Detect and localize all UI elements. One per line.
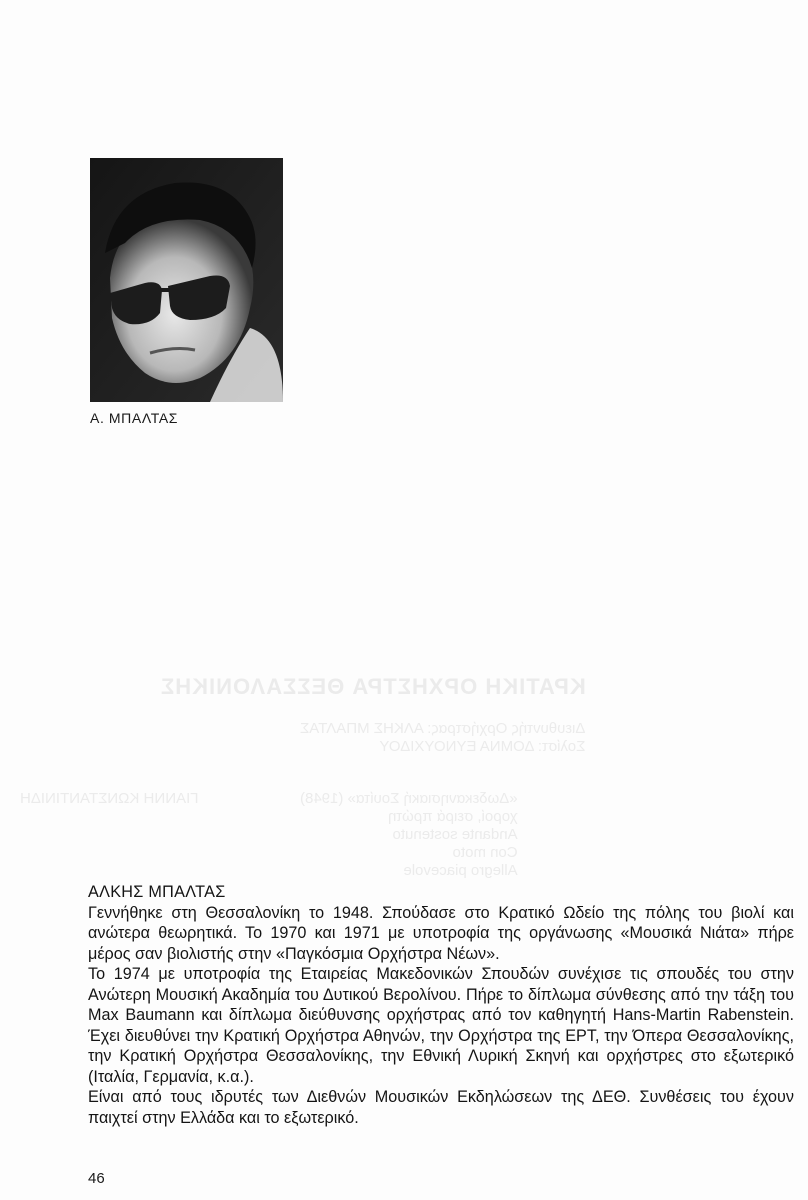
biography-paragraph: Είναι από τους ιδρυτές των Διεθνών Μουσικών Εκδηλώσεων της ΔΕΘ. Συνθέσεις του έχουν παιχτεί στην Ελλάδα και το εξωτερικό.: [88, 1088, 794, 1127]
bleed-through-credits: [300, 720, 585, 756]
bleed-through-side: ΓΙΑΝΝΗ ΚΩΝΣΤΑΝΤΙΝΙΔΗ: [20, 790, 199, 807]
bleed-through-line: Con moto: [452, 844, 518, 861]
bleed-through-line: Διευθυντής Ορχήστρας: ΑΛΚΗΣ ΜΠΑΛΤΑΣ: [300, 720, 586, 737]
biography-paragraph: Το 1974 με υποτροφία της Εταιρείας Μακεδονικών Σπουδών συνέχισε τις σπουδές του στην Ανώτερη Μουσική Ακαδημία του Δυτικού Βερολίνου. Πήρε το δίπλωμα σύνθεσης από την τάξη του Max Baumann και δίπλωμα διεύθυνσης ορχήστρας από τον καθηγητή Hans-Martin Rabenstein. Έχει διευθύνει την Κρατική Ορχήστρα Αθηνών, την Ορχήστρα της ΕΡΤ, την Όπερα Θεσσαλονίκης, την Κρατική Ορχήστρα Θεσσαλονίκης, την Εθνική Λυρική Σκηνή και ορχήστρες στο εξωτερικό (Ιταλία, Γερμανία, κ.α.).: [88, 965, 794, 1086]
biography-paragraph: Γεννήθηκε στη Θεσσαλονίκη το 1948. Σπούδασε στο Κρατικό Ωδείο της πόλης του βιολί και ανώτερα θεωρητικά. Το 1970 και 1971 με υποτροφία της οργάνωσης «Μουσικά Νιάτα» πήρε μέρος σαν βιολιστής στην «Παγκόσμια Ορχήστρα Νέων».: [88, 903, 794, 963]
bleed-through-title: ΚΡΑΤΙΚΗ ΟΡΧΗΣΤΡΑ ΘΕΣΣΑΛΟΝΙΚΗΣ: [160, 674, 586, 699]
bleed-through-line: Σολίστ: ΔΟΜΝΑ ΕΥΝΟΥΧΙΔΟΥ: [379, 738, 586, 755]
bleed-through-line: Allegro piacevole: [403, 862, 518, 879]
portrait-illustration: [90, 158, 283, 402]
photo-caption: Α. ΜΠΑΛΤΑΣ: [90, 410, 179, 426]
bleed-through-program: [300, 790, 518, 880]
bleed-through-line: χοροί, σειρά πρώτη: [387, 808, 518, 825]
photo-glasses-bridge: [160, 288, 170, 292]
bleed-through-line: «Δωδεκανησιακή Σουίτα» (1948): [300, 790, 518, 807]
page-number: 46: [88, 1170, 105, 1187]
biography-section: [88, 882, 794, 1128]
bleed-through-line: Andante sostenuto: [392, 826, 518, 843]
portrait-photo: [90, 158, 283, 402]
biography-heading: ΑΛΚΗΣ ΜΠΑΛΤΑΣ: [88, 883, 226, 901]
